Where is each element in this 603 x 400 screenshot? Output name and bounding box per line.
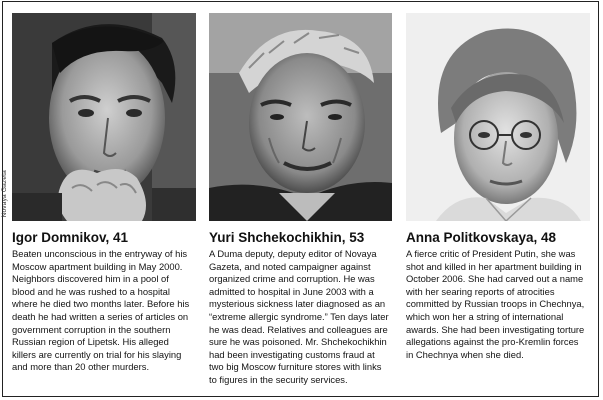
portrait-photo-igor-domnikov xyxy=(12,13,196,221)
profile-name-3: Anna Politkovskaya, 48 xyxy=(406,230,557,245)
profile-bio-2 xyxy=(209,248,397,387)
bio-line: allegations against the pro-Kremlin forces xyxy=(406,336,579,348)
bio-line: awards. She had been investigating torture xyxy=(406,323,585,335)
bio-line: with her searing reports of atrocities xyxy=(406,285,555,297)
profile-name-2: Yuri Shchekochikhin, 53 xyxy=(209,230,365,245)
portrait-photo-anna-politkovskaya xyxy=(406,13,590,221)
bio-line: killers are currently on trial for his slaying xyxy=(12,348,182,360)
bio-line: Neighbors discovered him in a pool of xyxy=(12,273,169,285)
bio-line: to figures in the security services. xyxy=(209,373,348,385)
profile-bio-3 xyxy=(406,248,592,361)
bio-line: death he had written a series of articles on xyxy=(12,310,189,322)
bio-line: “extreme allergic syndrome.” Ten days later xyxy=(209,310,389,322)
bio-line: A Duma deputy, deputy editor of Novaya xyxy=(209,248,377,259)
bio-line: Russian region of Lipetsk. His alleged xyxy=(12,336,169,348)
bio-line: two big Moscow furniture stores with links xyxy=(209,361,382,373)
profile-bio-1 xyxy=(12,248,198,374)
bio-line: government corruption in the southern xyxy=(12,323,171,335)
bio-line: October 2006. She had carved out a name xyxy=(406,273,584,285)
bio-line: sure he was poisoned. Mr. Shchekochikhin xyxy=(209,336,387,348)
bio-line: he was dead. Relatives and colleagues are xyxy=(209,323,388,335)
bio-line: Gazeta, and noted campaigner against xyxy=(209,260,371,272)
bio-line: Moscow apartment building in May 2000. xyxy=(12,260,183,272)
bio-line: shot and killed in her apartment building in xyxy=(406,260,582,272)
bio-line: blood and he was rushed to a hospital xyxy=(12,285,170,297)
bio-line: admitted to hospital in June 2003 with a xyxy=(209,285,374,297)
bio-line: in Chechnya when she died. xyxy=(406,348,524,360)
bio-line: and more than 20 other murders. xyxy=(12,361,150,373)
portrait-photo-yuri-shchekochikhin xyxy=(209,13,392,221)
bio-line: Beaten unconscious in the entryway of his xyxy=(12,248,188,259)
bio-line: organized crime and corruption. He was xyxy=(209,273,375,285)
profile-name-1: Igor Domnikov, 41 xyxy=(12,230,129,245)
bio-line: which won her a string of international xyxy=(406,310,564,322)
bio-line: mysterious sickness later diagnosed as an xyxy=(209,298,386,310)
photo-credit: Novaya Gazeta xyxy=(1,170,8,218)
bio-line: committed by Russian troops in Chechnya, xyxy=(406,298,585,310)
bio-line: A fierce critic of President Putin, she was xyxy=(406,248,576,259)
bio-line: where he died two months later. Before his xyxy=(12,298,190,310)
bio-line: had been investigating customs fraud at xyxy=(209,348,375,360)
